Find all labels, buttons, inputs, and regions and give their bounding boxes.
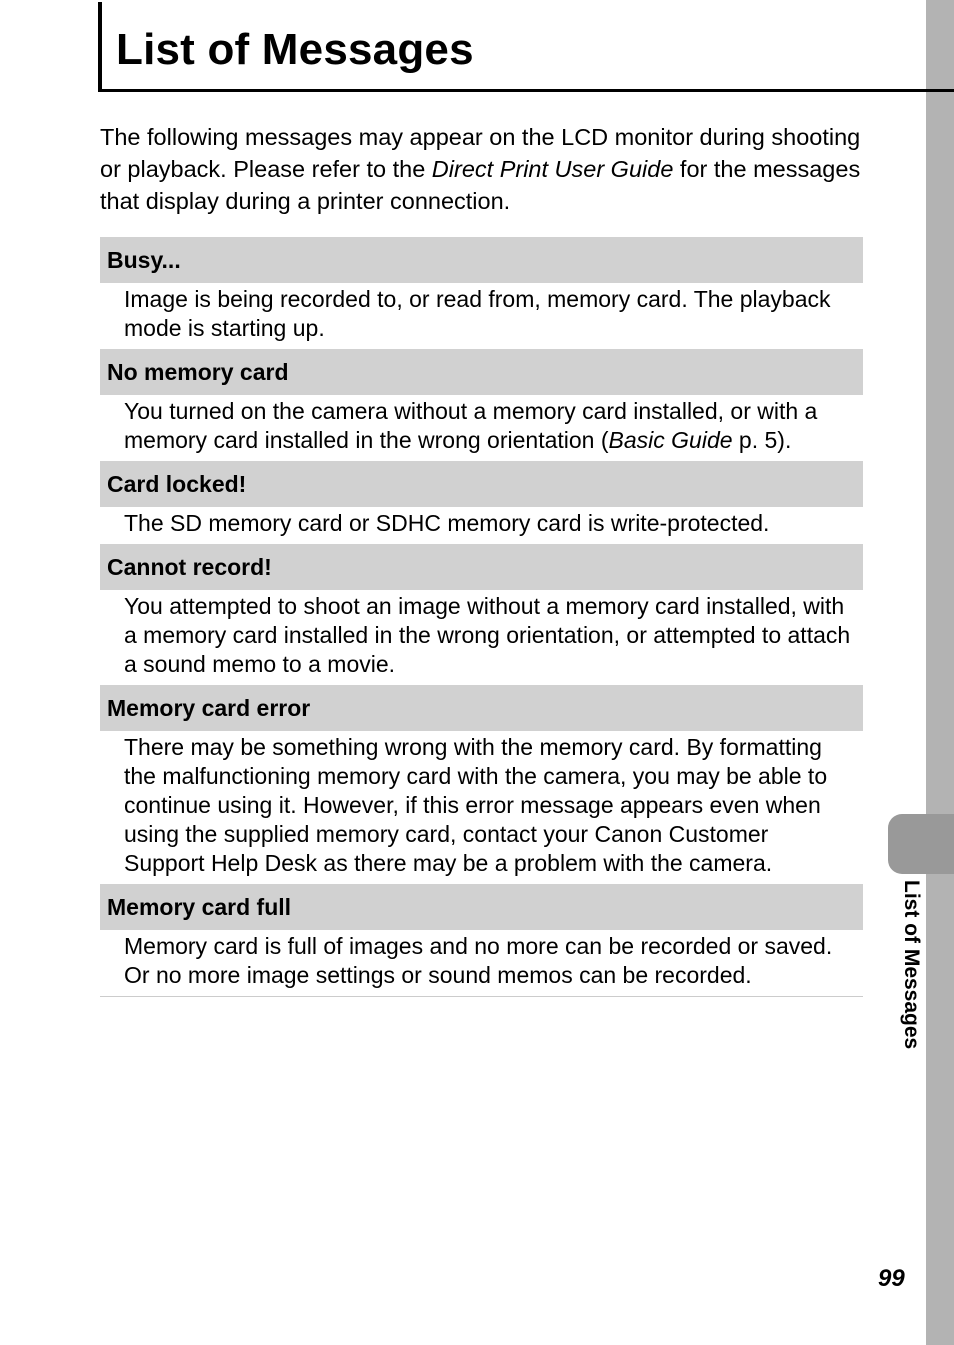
message-list	[100, 237, 863, 997]
message-description-card-locked: The SD memory card or SDHC memory card is write-protected.	[124, 510, 770, 536]
page-title: List of Messages	[116, 25, 474, 74]
description-text-after: p. 5).	[732, 427, 792, 453]
message-description-memory-card-full: Memory card is full of images and no more can be recorded or saved. Or no more image settings or sound memos can be recorded.	[124, 933, 833, 988]
section-tab	[888, 814, 954, 874]
intro-text-before: The following messages may appear on the LCD monitor during shooting or playback. Please refer to the	[100, 124, 861, 182]
intro-paragraph	[100, 121, 870, 217]
message-description-no-memory-card	[100, 395, 863, 461]
side-tab-label: List of Messages	[900, 880, 923, 1050]
title-block	[98, 2, 954, 92]
message-heading-memory-card-error: Memory card error	[100, 685, 863, 731]
message-heading-cannot-record: Cannot record!	[100, 544, 863, 590]
message-description-memory-card-error: There may be something wrong with the memory card. By formatting the malfunctioning memory card with the camera, you may be able to continue using it. However, if this error message appears even when using the supplied memory card, contact your Canon Customer Support Help Desk as there may be a problem with the camera.	[124, 734, 828, 876]
message-description-busy: Image is being recorded to, or read from, memory card. The playback mode is starting up.	[124, 286, 831, 341]
message-heading-no-memory-card: No memory card	[100, 349, 863, 395]
message-description-cannot-record: You attempted to shoot an image without a memory card installed, with a memory card installed in the wrong orientation, or attempted to attach a sound memo to a movie.	[124, 593, 851, 677]
page-number: 99	[878, 1265, 905, 1292]
message-heading-card-locked: Card locked!	[100, 461, 863, 507]
message-heading-memory-card-full: Memory card full	[100, 884, 863, 930]
side-strip	[926, 0, 954, 1345]
basic-guide-reference: Basic Guide	[608, 427, 733, 453]
description-text-before: You turned on the camera without a memory card installed, or with a memory card installed in the wrong orientation (	[124, 398, 818, 453]
intro-text-after: for the messages that display during a printer connection.	[100, 156, 861, 214]
message-heading-busy: Busy...	[100, 237, 863, 283]
intro-guide-reference: Direct Print User Guide	[431, 156, 674, 182]
